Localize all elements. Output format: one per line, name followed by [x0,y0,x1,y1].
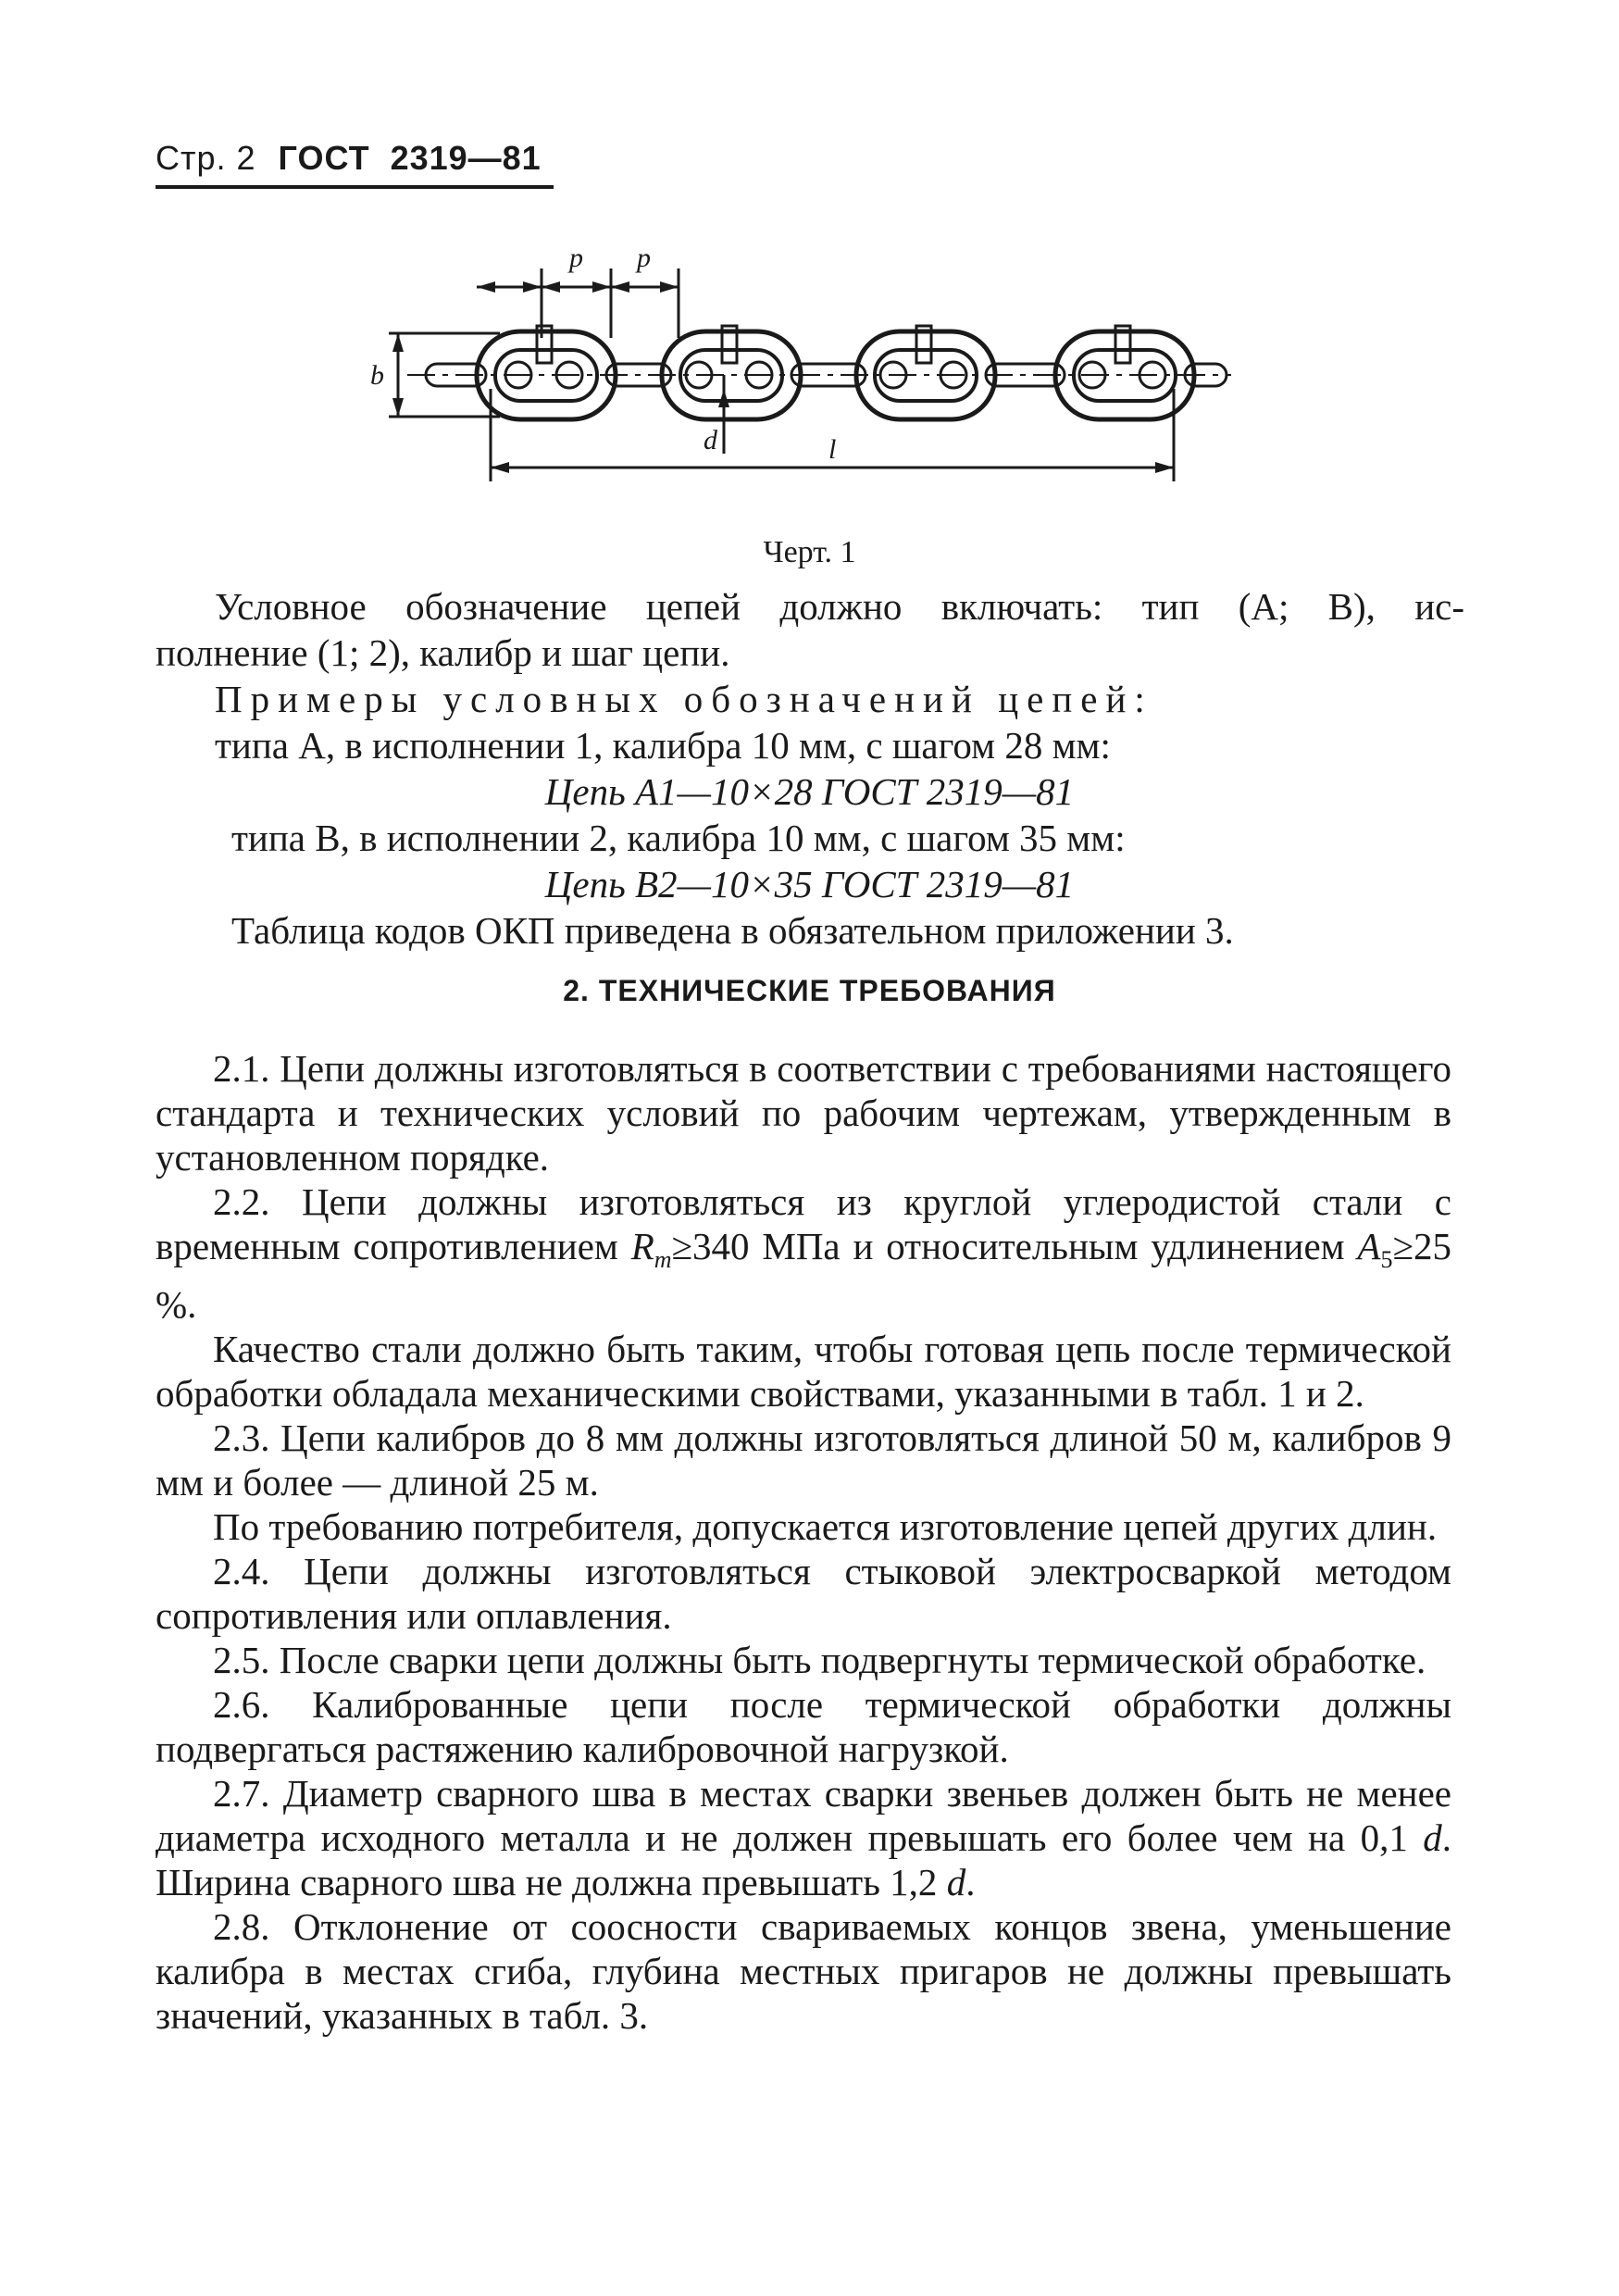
symbol-a5-sub: 5 [1380,1246,1393,1274]
symbol-rm-sub: m [654,1246,672,1274]
example-1-text: типа А, в исполнении 1, калибра 10 мм, с шагом 28 мм: [215,724,1111,767]
figure-caption: Черт. 1 [763,535,856,569]
requirements-body [156,1046,1451,2038]
clause-2-2-part-a: 2.2. Цепи должны изготовляться из круглой углеродистой стали с временным сопротивлением [156,1180,1451,1267]
page-number: Стр. 2 [156,139,256,177]
standard-number: 2319—81 [390,139,542,177]
clause-2-7-part-b: . Ширина сварного шва не должна превышать 1,2 [156,1816,1451,1904]
example-2-text: типа В, в исполнении 2, калибра 10 мм, с шагом 35 мм: [231,817,1126,859]
clause-2-3: 2.3. Цепи калибров до 8 мм должны изготовляться длиной 50 м, калибров 9 мм и более — длиной 25 м. [156,1416,1451,1504]
label-p-second: p [637,243,651,273]
label-b: b [370,360,384,391]
clause-2-4: 2.4. Цепи должны изготовляться стыковой электросваркой методом сопротивления или оплавления. [156,1550,1451,1638]
clause-2-8: 2.8. Отклонение от соосности свариваемых концов звена, уменьшение калибра в местах сгиба, глубина местных пригаров не должны превышать значений, указанных в табл. 3. [156,1905,1451,2038]
example-1-designation: Цепь А1—10×28 ГОСТ 2319—81 [544,770,1075,813]
symbol-d-2: d [946,1861,966,1904]
clause-2-6: 2.6. Калиброванные цепи после термической обработки должны подвергаться растяжению калибровочной нагрузкой. [156,1683,1451,1771]
symbol-rm: R [630,1225,654,1267]
label-l: l [828,434,837,465]
clause-2-5: 2.5. После сварки цепи должны быть подвергнуты термической обработке. [213,1639,1426,1682]
header-rule [156,185,554,189]
example-2-designation: Цепь В2—10×35 ГОСТ 2319—81 [544,863,1075,905]
clause-2-1: 2.1. Цепи должны изготовляться в соответствии с требованиями настоящего стандарта и технических условий по рабочим чертежам, утвержденным в установленном порядке. [156,1047,1451,1179]
clause-2-7 [156,1771,1451,1904]
consumer-request: По требованию потребителя, допускается изготовление цепей других длин. [213,1505,1438,1549]
chain-drawing [370,231,1277,509]
clause-2-7-part-c: . [965,1861,976,1904]
steel-quality: Качество стали должно быть таким, чтобы готовая цепь после термической обработки обладала механическими свойствами, указанными в табл. 1 и 2. [156,1328,1451,1416]
designation-line-2: полнение (1; 2), калибр и шаг цепи. [156,631,730,674]
page-header [156,139,542,178]
label-d: d [704,425,717,455]
symbol-d-1: d [1423,1816,1442,1860]
section-title: 2. ТЕХНИЧЕСКИЕ ТРЕБОВАНИЯ [563,974,1056,1007]
clause-2-2-part-b: ≥340 МПа и относительным удлинением [671,1225,1358,1267]
okp-note: Таблица кодов ОКП приведена в обязательном приложении 3. [231,909,1234,952]
clause-2-2 [156,1179,1451,1327]
clause-2-7-part-a: 2.7. Диаметр сварного шва в местах сварки звеньев должен быть не менее диаметра исходного металла и не должен превышать его более чем на 0,1 [156,1772,1451,1860]
standard-label: ГОСТ [278,139,370,177]
label-p-first: p [569,243,583,273]
examples-heading: Примеры условных обозначений цепей: [215,678,1153,720]
symbol-a5: A [1357,1225,1381,1267]
designation-line-1: Условное обозначение цепей должно включать: тип (А; В), ис- [215,585,1464,628]
clause-2-2-part-c: ≥25 %. [156,1225,1451,1327]
